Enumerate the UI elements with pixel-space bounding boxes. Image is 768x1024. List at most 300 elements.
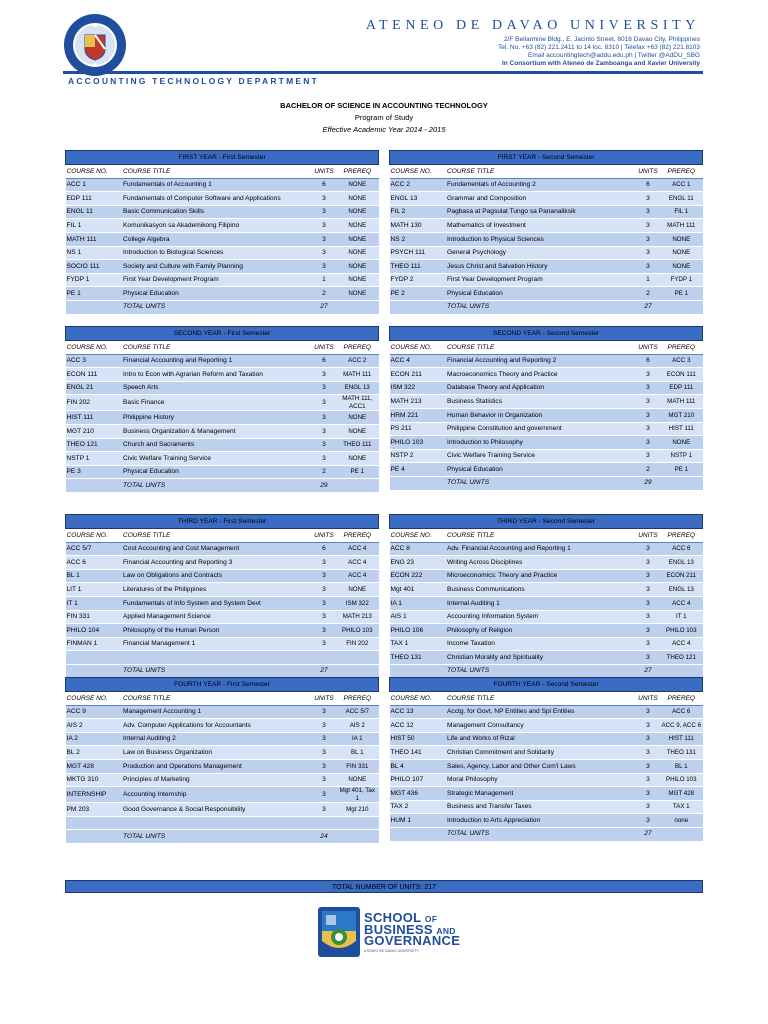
course-code: PHILO 106: [390, 624, 447, 638]
course-units: 3: [636, 746, 660, 760]
course-row: [390, 381, 703, 395]
col-course-no: COURSE NO.: [390, 165, 447, 179]
course-prereq: MATH 111, ACC1: [336, 395, 378, 411]
course-code: IA 2: [66, 732, 123, 746]
course-row: [66, 178, 379, 192]
course-row: [390, 651, 703, 665]
course-units: 3: [636, 422, 660, 436]
course-code: ACC 8: [390, 542, 447, 556]
course-code: ACC 3: [66, 354, 123, 368]
course-units: 3: [312, 637, 336, 651]
total-units-row: [390, 827, 703, 841]
col-course-no: COURSE NO.: [66, 529, 123, 543]
course-prereq: PE 1: [660, 287, 702, 301]
course-row: [66, 705, 379, 719]
course-title: Civic Welfare Training Service: [122, 452, 312, 466]
column-header-row: [390, 165, 703, 179]
course-code: FYDP 1: [66, 273, 123, 287]
course-row: [390, 610, 703, 624]
course-code: MKTG 310: [66, 773, 123, 787]
semester-heading: FIRST YEAR - Second Semester: [390, 151, 703, 165]
course-prereq: NONE: [336, 178, 378, 192]
course-code: PSYCH 111: [390, 246, 447, 260]
course-prereq: PHILO 103: [660, 773, 702, 787]
course-units: 3: [636, 705, 660, 719]
course-title: Financial Management 1: [122, 637, 312, 651]
total-spacer: [66, 300, 123, 314]
course-row: [390, 542, 703, 556]
course-title: General Psychology: [446, 246, 636, 260]
course-row: [390, 219, 703, 233]
semester-table: [389, 514, 703, 679]
course-units: 3: [312, 746, 336, 760]
course-row: [390, 463, 703, 477]
course-row: [390, 759, 703, 773]
course-row: [390, 800, 703, 814]
course-row: [66, 260, 379, 274]
course-title: Jesus Christ and Salvation History: [446, 260, 636, 274]
course-prereq: [336, 651, 378, 665]
phone-line: Tel. No. +63 (82) 221.2411 to 14 loc. 8310 | Telefax +63 (82) 221.8103: [497, 44, 700, 51]
course-row: [66, 610, 379, 624]
course-prereq: NONE: [336, 192, 378, 206]
semester-grid: [65, 514, 379, 679]
course-title: First Year Development Program: [446, 273, 636, 287]
course-prereq: HIST 111: [660, 732, 702, 746]
col-prereq: PREREQ: [336, 692, 378, 706]
course-units: 3: [636, 381, 660, 395]
course-code: SOCIO 111: [66, 260, 123, 274]
course-prereq: FIN 202: [336, 637, 378, 651]
col-units: UNITS: [636, 529, 660, 543]
course-units: 3: [636, 719, 660, 733]
course-code: FIN 331: [66, 610, 123, 624]
course-code: FYDP 2: [390, 273, 447, 287]
semester-table: [65, 677, 379, 844]
col-prereq: PREREQ: [660, 692, 702, 706]
course-code: BL 2: [66, 746, 123, 760]
column-header-row: [66, 692, 379, 706]
course-title: Basic Communication Skills: [122, 205, 312, 219]
course-row: [390, 205, 703, 219]
course-units: 3: [636, 651, 660, 665]
course-units: 3: [312, 219, 336, 233]
course-units: 3: [312, 246, 336, 260]
col-units: UNITS: [312, 529, 336, 543]
address-line: 2/F Bellarmine Bldg., E. Jacinto Street, 8016 Davao City, Philippines: [503, 36, 700, 43]
total-value: 27: [312, 664, 336, 678]
course-title: Management Accounting 1: [122, 705, 312, 719]
col-units: UNITS: [636, 165, 660, 179]
course-units: 3: [312, 260, 336, 274]
course-title: Financial Accounting and Reporting 2: [446, 354, 636, 368]
course-prereq: MATH 111: [660, 219, 702, 233]
col-course-title: COURSE TITLE: [122, 529, 312, 543]
course-title: Business Organization & Management: [122, 424, 312, 438]
total-spacer: [66, 479, 123, 493]
total-spacer: [336, 479, 378, 493]
course-title: Applied Management Science: [122, 610, 312, 624]
course-title: Introduction to Biological Sciences: [122, 246, 312, 260]
course-units: 3: [636, 637, 660, 651]
course-prereq: ACC 6: [660, 705, 702, 719]
semester-table: [389, 150, 703, 315]
contact-info: [300, 36, 700, 68]
col-course-title: COURSE TITLE: [446, 341, 636, 355]
course-title: Production and Operations Management: [122, 759, 312, 773]
course-row: [66, 787, 379, 803]
course-title: Management Consultancy: [446, 719, 636, 733]
course-row: [390, 624, 703, 638]
course-row: [66, 465, 379, 479]
total-label: TOTAL UNITS: [122, 479, 312, 493]
col-prereq: PREREQ: [660, 165, 702, 179]
course-title: Business Communications: [446, 583, 636, 597]
course-code: ENGL 13: [390, 192, 447, 206]
course-title: Financial Accounting and Reporting 1: [122, 354, 312, 368]
col-course-title: COURSE TITLE: [446, 165, 636, 179]
course-units: 3: [636, 408, 660, 422]
semester-grid: [65, 150, 379, 315]
col-course-no: COURSE NO.: [390, 341, 447, 355]
consortium-line: In Consortium with Ateneo de Zamboanga and Xavier University: [501, 60, 700, 67]
course-prereq: Mgt 401, Tax 1: [336, 787, 378, 803]
course-code: FIL 1: [66, 219, 123, 233]
course-code: AIS 1: [390, 610, 447, 624]
course-row: [66, 395, 379, 411]
total-value: 27: [636, 664, 660, 678]
course-row: [66, 732, 379, 746]
course-code: LIT 1: [66, 583, 123, 597]
grand-total-units: TOTAL NUMBER OF UNITS: 217: [65, 880, 703, 893]
course-title: Komunikasyon sa Akademikong Filipino: [122, 219, 312, 233]
course-code: NSTP 1: [66, 452, 123, 466]
semester-grid: [389, 326, 703, 491]
course-code: Mgt 401: [390, 583, 447, 597]
course-code: MGT 436: [390, 787, 447, 801]
course-title: Fundamentals of Accounting 1: [122, 178, 312, 192]
total-units-row: [390, 300, 703, 314]
course-row: [66, 773, 379, 787]
col-units: UNITS: [636, 341, 660, 355]
course-row: [390, 395, 703, 409]
course-prereq: ACC 4: [660, 637, 702, 651]
course-prereq: NONE: [336, 583, 378, 597]
col-prereq: PREREQ: [336, 529, 378, 543]
course-prereq: ACC 5/7: [336, 705, 378, 719]
course-row: [390, 273, 703, 287]
course-title: Internal Auditing 1: [446, 596, 636, 610]
course-prereq: ENGL 11: [660, 192, 702, 206]
semester-heading-row: [66, 515, 379, 529]
course-row: [66, 569, 379, 583]
column-header-row: [390, 529, 703, 543]
course-code: HIST 50: [390, 732, 447, 746]
semester-heading-row: [66, 327, 379, 341]
school-of-business-logo: [316, 905, 461, 965]
program-subtitle: Program of Study: [354, 113, 414, 122]
col-prereq: PREREQ: [660, 341, 702, 355]
course-units: 6: [636, 178, 660, 192]
course-units: 3: [312, 596, 336, 610]
course-units: 3: [636, 814, 660, 828]
total-spacer: [336, 664, 378, 678]
course-row: [390, 192, 703, 206]
course-title: Income Taxation: [446, 637, 636, 651]
effective-year: Effective Academic Year 2014 - 2015: [322, 125, 446, 134]
course-code: AIS 2: [66, 719, 123, 733]
course-row: [66, 246, 379, 260]
course-prereq: FYDP 1: [660, 273, 702, 287]
course-prereq: ACC 3: [660, 354, 702, 368]
col-prereq: PREREQ: [336, 165, 378, 179]
course-prereq: ECON 211: [660, 569, 702, 583]
course-prereq: MGT 210: [660, 408, 702, 422]
course-title: Grammar and Composition: [446, 192, 636, 206]
course-title: Society and Culture with Family Planning: [122, 260, 312, 274]
course-title: Church and Sacraments: [122, 438, 312, 452]
document-title-block: [0, 100, 768, 136]
course-code: ACC 13: [390, 705, 447, 719]
course-code: PHILO 104: [66, 624, 123, 638]
total-spacer: [660, 664, 702, 678]
column-header-row: [66, 341, 379, 355]
course-title: First Year Development Program: [122, 273, 312, 287]
course-code: ACC 2: [390, 178, 447, 192]
course-units: 6: [312, 178, 336, 192]
department-name: ACCOUNTING TECHNOLOGY DEPARTMENT: [68, 76, 319, 86]
course-units: 3: [312, 732, 336, 746]
course-title: Christian Morality and Spirituality: [446, 651, 636, 665]
semester-heading: FIRST YEAR - First Semester: [66, 151, 379, 165]
course-title: Acctg. for Govt, NP Entities and Spl Entities: [446, 705, 636, 719]
course-row: [390, 596, 703, 610]
course-prereq: [336, 816, 378, 830]
course-units: 3: [636, 610, 660, 624]
course-prereq: THEO 121: [660, 651, 702, 665]
course-prereq: ENGL 13: [660, 583, 702, 597]
course-prereq: ACC 4: [336, 569, 378, 583]
course-title: Pagbasa at Pagsulat Tungo sa Pananaliksik: [446, 205, 636, 219]
course-prereq: PHILO 103: [660, 624, 702, 638]
course-row: [66, 287, 379, 301]
course-title: Adv. Financial Accounting and Reporting 1: [446, 542, 636, 556]
course-prereq: ACC 4: [336, 556, 378, 570]
course-code: FINMAN 1: [66, 637, 123, 651]
course-prereq: MATH 111: [660, 395, 702, 409]
course-prereq: FIN 331: [336, 759, 378, 773]
course-title: Literatures of the Philippines: [122, 583, 312, 597]
course-code: PS 211: [390, 422, 447, 436]
column-header-row: [66, 529, 379, 543]
course-code: HIST 111: [66, 411, 123, 425]
course-row: [390, 732, 703, 746]
course-row: [390, 449, 703, 463]
course-title: Human Behavior in Organization: [446, 408, 636, 422]
course-row: [66, 411, 379, 425]
course-row: [390, 354, 703, 368]
course-code: INTERNSHIP: [66, 787, 123, 803]
column-header-row: [390, 692, 703, 706]
semester-table: [65, 326, 379, 493]
total-spacer: [660, 476, 702, 490]
course-code: ACC 1: [66, 178, 123, 192]
col-course-no: COURSE NO.: [66, 341, 123, 355]
col-course-title: COURSE TITLE: [446, 529, 636, 543]
col-course-title: COURSE TITLE: [122, 165, 312, 179]
course-title: Basic Finance: [122, 395, 312, 411]
course-units: 3: [312, 556, 336, 570]
course-units: 3: [636, 596, 660, 610]
course-prereq: MATH 213: [336, 610, 378, 624]
course-prereq: THEO 131: [660, 746, 702, 760]
course-code: ECON 111: [66, 368, 123, 382]
course-row: [390, 368, 703, 382]
course-title: Principles of Marketing: [122, 773, 312, 787]
semester-table: [389, 326, 703, 491]
course-row: [390, 232, 703, 246]
course-title: Intro to Econ with Agrarian Reform and Taxation: [122, 368, 312, 382]
course-title: Physical Education: [122, 287, 312, 301]
course-prereq: NONE: [336, 219, 378, 233]
course-units: 3: [312, 411, 336, 425]
course-title: Database Theory and Application: [446, 381, 636, 395]
course-row: [66, 651, 379, 665]
course-row: [66, 219, 379, 233]
course-code: TAX 2: [390, 800, 447, 814]
semester-table: [65, 150, 379, 315]
course-row: [390, 436, 703, 450]
course-code: TAX 1: [390, 637, 447, 651]
course-row: [390, 773, 703, 787]
course-title: Moral Philosophy: [446, 773, 636, 787]
course-prereq: NONE: [336, 260, 378, 274]
col-course-no: COURSE NO.: [66, 692, 123, 706]
course-units: 3: [312, 368, 336, 382]
semester-heading: FOURTH YEAR - Second Semester: [390, 678, 703, 692]
course-row: [390, 178, 703, 192]
course-title: Life and Works of Rizal: [446, 732, 636, 746]
course-row: [66, 232, 379, 246]
course-row: [66, 624, 379, 638]
course-units: 3: [636, 583, 660, 597]
course-code: BL 1: [66, 569, 123, 583]
course-title: Introduction to Physical Sciences: [446, 232, 636, 246]
course-title: Accounting Information System: [446, 610, 636, 624]
course-title: Physical Education: [446, 463, 636, 477]
course-units: 3: [312, 569, 336, 583]
course-prereq: NSTP 1: [660, 449, 702, 463]
course-row: [66, 273, 379, 287]
total-spacer: [390, 664, 447, 678]
column-header-row: [66, 165, 379, 179]
course-code: ECON 222: [390, 569, 447, 583]
semester-table: [65, 514, 379, 679]
course-row: [390, 705, 703, 719]
course-prereq: BL 1: [660, 759, 702, 773]
course-units: 3: [312, 773, 336, 787]
course-row: [66, 556, 379, 570]
sbg-emblem-icon: [316, 905, 362, 961]
col-course-title: COURSE TITLE: [446, 692, 636, 706]
course-prereq: NONE: [336, 232, 378, 246]
total-label: TOTAL UNITS: [446, 827, 636, 841]
course-title: Financial Accounting and Reporting 3: [122, 556, 312, 570]
total-label: TOTAL UNITS: [122, 830, 312, 844]
total-spacer: [66, 664, 123, 678]
course-units: 3: [312, 438, 336, 452]
course-code: PHILO 107: [390, 773, 447, 787]
course-code: THEO 131: [390, 651, 447, 665]
course-code: HUM 1: [390, 814, 447, 828]
total-spacer: [390, 300, 447, 314]
course-title: Internal Auditing 2: [122, 732, 312, 746]
course-title: Civic Welfare Training Service: [446, 449, 636, 463]
course-prereq: HIST 111: [660, 422, 702, 436]
course-prereq: FIL 1: [660, 205, 702, 219]
course-prereq: NONE: [336, 205, 378, 219]
course-prereq: NONE: [336, 273, 378, 287]
total-label: TOTAL UNITS: [446, 664, 636, 678]
course-units: 3: [312, 205, 336, 219]
course-code: PM 203: [66, 803, 123, 817]
course-title: Good Governance & Social Responsibility: [122, 803, 312, 817]
course-units: 3: [312, 719, 336, 733]
sbg-wordmark: SCHOOL OF BUSINESS AND GOVERNANCE: [364, 910, 461, 948]
total-value: 27: [636, 827, 660, 841]
total-value: 27: [636, 300, 660, 314]
total-units-row: [66, 300, 379, 314]
semester-heading-row: [66, 151, 379, 165]
course-row: [390, 814, 703, 828]
col-prereq: PREREQ: [660, 529, 702, 543]
course-row: [390, 422, 703, 436]
course-units: [312, 651, 336, 665]
course-code: BL 4: [390, 759, 447, 773]
course-prereq: THEO 111: [336, 438, 378, 452]
course-code: ISM 322: [390, 381, 447, 395]
total-units-row: [66, 830, 379, 844]
course-row: [390, 637, 703, 651]
course-prereq: NONE: [336, 424, 378, 438]
course-row: [66, 424, 379, 438]
course-units: 3: [312, 705, 336, 719]
col-course-no: COURSE NO.: [390, 692, 447, 706]
course-row: [66, 452, 379, 466]
course-prereq: NONE: [660, 436, 702, 450]
course-prereq: PE 1: [660, 463, 702, 477]
course-title: Christian Commitment and Solidarity: [446, 746, 636, 760]
course-title: Fundamentals of Info System and System Devt: [122, 596, 312, 610]
course-prereq: none: [660, 814, 702, 828]
col-course-title: COURSE TITLE: [122, 692, 312, 706]
course-units: 3: [312, 232, 336, 246]
total-spacer: [336, 300, 378, 314]
course-units: 3: [312, 624, 336, 638]
column-header-row: [390, 341, 703, 355]
course-prereq: NONE: [336, 452, 378, 466]
course-prereq: ACC 9, ACC 6: [660, 719, 702, 733]
course-row: [390, 746, 703, 760]
course-title: Law on Obligations and Contracts: [122, 569, 312, 583]
course-title: Business and Transfer Taxes: [446, 800, 636, 814]
course-code: PE 2: [390, 287, 447, 301]
total-units-row: [66, 664, 379, 678]
col-prereq: PREREQ: [336, 341, 378, 355]
university-seal-logo: [63, 13, 127, 77]
total-value: 24: [312, 830, 336, 844]
total-spacer: [660, 827, 702, 841]
